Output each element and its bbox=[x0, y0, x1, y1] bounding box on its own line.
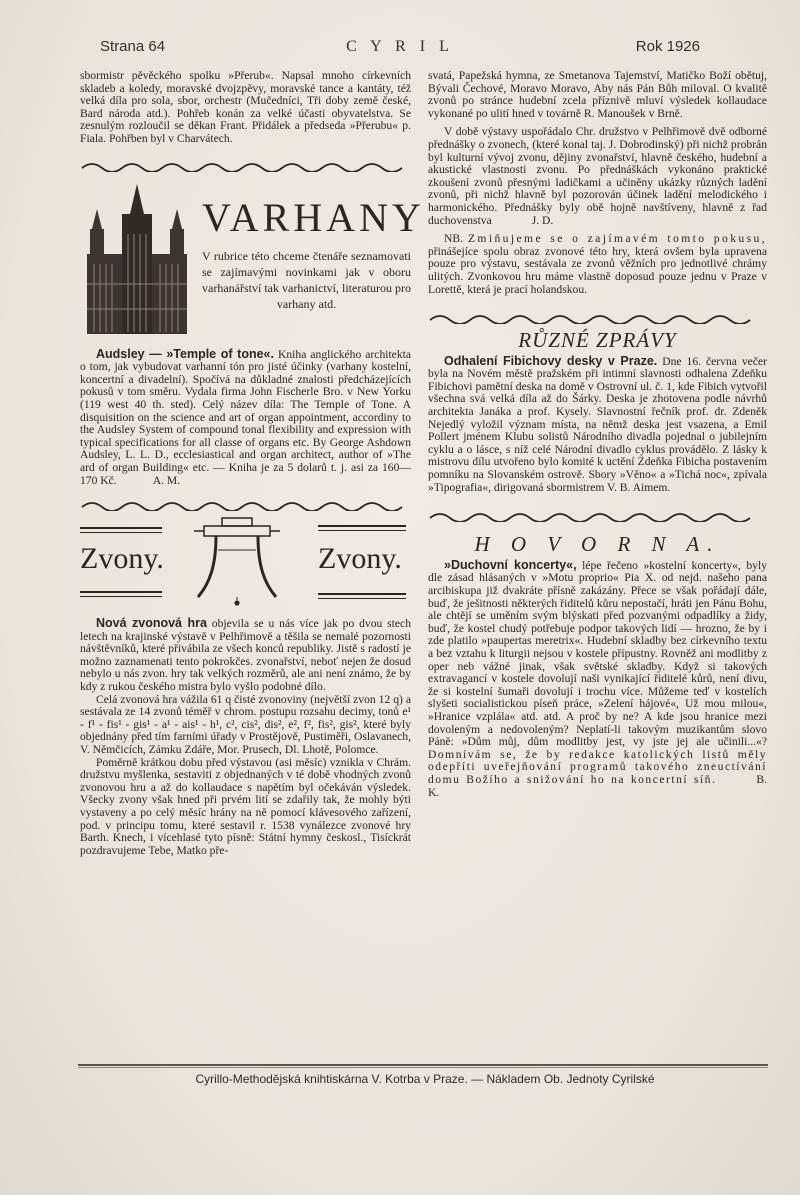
fibich-body: Dne 16. června večer byla na Novém městě pražském při intimní slavnosti odhalena Zdeňku Fibichovi pamětní deska na domě v Ostrovní ul. č. 1, kde Fibich vytvořil všechna svá velká díla až do Šárky. Deska je zhotovena podle návrhů architekta Janáka a prof. Kysely. Slavnostní řečník prof. dr. Zdeněk Nejedlý vyložil význam místa, na němž deska jest vsazena, a Emil Pollert jménem Klubu solistů Národního divadla pojednal o jubilejním cyklu a o lásce, s níž celé Národní divadlo cyklus provádělo. Z lásky k mistrovu dílu utvořeno bylo komité k uctění Zdeňka Fibicha postavením pomníku na Slovanském ostrově. Sbory »Věno« a »Tichá noc«, zpívala »Tipografia«, dirigovaná sbormistrem V. B. Aimem. bbox=[428, 354, 767, 494]
nova-body: objevila se u nás více jak po dvou stech letech na krajinské výstavě v Pelhřimově a těšila se nemalé pozornosti návštěvníků, které přivábila ze všech konců republiky. Jistě s radostí je možno zaznamenati tento pokrokčes. zvonařství, neboť nejen že dosud nebylo u nás zvon. hry tak velkých rozměrů, ale ani není známo, že by kdy z rukou českého mistra bylo vyšlo podobné dílo. bbox=[80, 617, 411, 694]
right-column bbox=[428, 70, 767, 799]
organ-icon bbox=[82, 184, 192, 334]
nb-label: NB. bbox=[444, 232, 464, 246]
wave-divider-icon bbox=[80, 499, 411, 511]
audsley-signature: A. M. bbox=[152, 473, 181, 487]
continuation-paragraph: svatá, Papežská hymna, ze Smetanova Tajemství, Matičko Boží obětuj, Bývali Čechové, Moravo Moravo, Aby nás Pán Bůh miloval. O kvalitě zvonů po stránce hudební zcela příznivě mluví výsledek kollaudace vykonané po ulití hned v továrně R. Manoušek v Brně. bbox=[428, 69, 767, 120]
zvony-section-header bbox=[80, 515, 411, 607]
pomerne-paragraph: Poměrně krátkou dobu před výstavou (asi měsíc) vznikla v Chrám. družstvu myšlenka, sestaviti z objednaných v té době vhodných zvonů zvonovou hru a až do kollaudace s napětím byl očekáván výsledek. Všecky zvony však hned při prvém lití se zdařily tak, že mohly býti vystaveny a po celý měsíc hrány na ně pomocí klávesového zařízení, pod. v principu tomu, které sestavil r. 1538 vynálezce zvonové hry Barth. Knech, i vícehlasé tyto písně: Státní hymny českosl., Tisíckrát pozdravujeme Tebe, Matko pře- bbox=[80, 755, 411, 857]
journal-title: C Y R I L bbox=[346, 38, 454, 55]
nb-body: přinášejíce spolu obraz zvonové této hry, která ovšem byla upravena pouze pro výstavu, sestávala ze zvonů věžních pro jednotlivé chrámy ulitých. Zvonkovou hru máme vlastně doposud pouze jednu v Praze v Lorettě, která je prací holandskou. bbox=[428, 244, 767, 296]
wave-divider-icon bbox=[428, 510, 767, 522]
nova-zvonova-hra-article bbox=[80, 617, 411, 694]
page-number: Strana 64 bbox=[100, 38, 166, 55]
zvony-title-left: Zvony. bbox=[80, 542, 164, 576]
duchovni-body: lépe řečeno »kostelní koncerty«, byly dle zásad hlásaných v »Motu proprio« Pia X. od nejd. našeho pana arcibiskupa již dvakráte přísně zakázány. Přece se však pořádají dále, buď, že ješitnosti některých řiditelů kůru nepostačí, hráti jen Pánu Bohu, ale chtějí se uměním svým blýskati před pozvanými odpadlíky a židy, buď, že kostel chudý potřebuje podpor takových lidí — hrozno, že by i zde platilo »paupertas meretrix«. Hudební skladby bez církevního textu a bez vztahu k liturgii nejsou v kostele přípustny. Rovněž ani modlitby z oper neb vážné jinak, však světské skladby. Když si takových extravagancí v kostele dovolují naši vynikající řiditelé kůrů, není divu, že si kostelní šumaři dovolují i trochu více. Můžeme teď v kostelích slyšeti socialistickou píseň práce, »Zelení hájové«, Už mou milou«, »Hranice vzplála« atd. atd. A proč by ne? A kde jsou hranice mezi dovoleným a nedovoleným? Neplatí-li takovým muzikantům slovo Páně: »Dům můj, dům modlitby jest, vy jste jej ale učinili...«? bbox=[428, 558, 767, 749]
zvony-title-right: Zvony. bbox=[318, 542, 402, 576]
varhany-title: VARHANY bbox=[202, 194, 425, 240]
audsley-body: Kniha anglického architekta o tom, jak vybudovat varhanní tón pro jisté účinky (varhany kostelní, koncertní a divadelní). Spočívá na důkladné znalosti předcházejících pokusů v tom směru. Vydala firma John Fischerle Bro. v New Yorku (119 west 40 th. sted). Celý název díla: The Temple of Tone. A disquisition on the science and art of organ appointment, accordiny to the Audsley System of compound tonal flexibility and expression with typical specifications for all classe of organs etc. By George Ashdown Audsley, L. L. D., ecclesiastical and organ architect, author of »The ard of organ Building« etc. — Kniha je za 5 dolarů t. j. asi za 160—170 Kč. bbox=[80, 347, 411, 487]
left-column bbox=[80, 69, 425, 857]
bell-icon bbox=[192, 515, 282, 607]
prednasky-body: V době výstavy uspořádalo Chr. družstvo v Pelhřimově dvě odborné přednášky o zvonech, (které konal taj. J. Dobrodinský) při nichž probrán byl kulturní vývoj zvonu, dějiny zvonařství, hlavně českého, hudební a akustické vlastnosti zvonu. Po přednáškách vykonáno praktické zkoušení zvonů přesnými ladičkami a učiněny ukázky různých ladění zvonů, při nichž hlavně byl pozorován účinek ladění melodického i harmonického. Přednášky byly obě hojně navštíveny, hlavně z řad duchovenstva bbox=[428, 125, 767, 227]
obituary-continuation: sbormistr pěvěckého spolku »Přerub«. Napsal mnoho církevních skladeb a koledy, moravské dvojzpěvy, moravské tance a kantáty, též velká díla pro sola, sbor, orchestr (Mučedníci, Tři doby země české, Bard národa atd.). Pohřeb konán za velké účasti obyvatelstva. Se zesnulým rozloučil se děkan Frant. Přidálek a předseda »Přerubu« p. Fiala. Pohřben byl v Charvátech. bbox=[80, 69, 411, 145]
nb-paragraph bbox=[428, 233, 767, 296]
double-rule bbox=[318, 593, 406, 599]
audsley-headline: Audsley — »Temple of tone«. bbox=[96, 346, 274, 361]
footer-rule bbox=[78, 1064, 768, 1066]
hovorna-title: H O V O R N A. bbox=[474, 532, 721, 557]
wave-divider-icon bbox=[428, 312, 767, 324]
fibich-article bbox=[428, 355, 767, 495]
varhany-intro: V rubrice této chceme čtenáře seznamovati se zajímavými novinkami jak v oboru varhanářství tak varhanictví, literaturou pro varhany atd. bbox=[202, 248, 411, 311]
duchovni-signature: B. K. bbox=[428, 772, 767, 799]
duchovni-headline: »Duchovní koncerty«, bbox=[444, 557, 577, 572]
double-rule bbox=[318, 525, 406, 531]
nova-headline: Nová zvonová hra bbox=[96, 616, 207, 631]
wave-divider bbox=[428, 312, 767, 324]
prednasky-signature: J. D. bbox=[531, 213, 554, 227]
footer-rule-thin bbox=[78, 1067, 768, 1068]
fibich-headline: Odhalení Fibichovy desky v Praze. bbox=[444, 353, 658, 368]
page-header bbox=[100, 38, 700, 58]
printer-imprint: Cyrillo-Methodějská knihtiskárna V. Kotrba v Praze. — Nákladem Ob. Jednoty Cyrilské bbox=[195, 1072, 655, 1086]
duchovni-koncerty-article bbox=[428, 559, 767, 799]
audsley-article bbox=[80, 348, 411, 488]
wave-divider-icon bbox=[80, 160, 411, 172]
double-rule bbox=[80, 591, 162, 597]
duchovni-spaced-text: Domnívám se, že by redakce katolických listů měly odepříti uveřejňování programů takového zneuctívání domu Božího a snižování ho na koncertní síň. bbox=[428, 747, 767, 786]
wave-divider bbox=[428, 510, 767, 522]
wave-divider-icon bbox=[80, 160, 411, 172]
double-rule bbox=[80, 527, 162, 533]
wave-divider bbox=[80, 499, 411, 511]
ruzne-zpravy-title: RŮZNÉ ZPRÁVY bbox=[518, 328, 677, 353]
prednasky-paragraph bbox=[428, 126, 767, 227]
cela-paragraph: Celá zvonová hra vážila 61 q čisté zvonoviny (největší zvon 12 q) a sestávala ze 14 zvonů téměř v chrom. postupu rozsahu decimy, tonů e¹ - f¹ - fis¹ - gis¹ - a¹ - ais¹ - h¹, c², cis², dis², e², f², fis², gis², které byly objednány před tím farními úřady v Prostějově, Pustiměři, Oslavanech, V. Němčicích, Zámku Zdáře, Mor. Prusech, Dl. Lhotě, Polomce. bbox=[80, 692, 411, 757]
nb-spaced-text: Zmiňujeme se o zajímavém tomto pokusu, bbox=[467, 232, 767, 246]
year-label: Rok 1926 bbox=[635, 38, 700, 55]
varhany-section-header bbox=[80, 184, 425, 334]
